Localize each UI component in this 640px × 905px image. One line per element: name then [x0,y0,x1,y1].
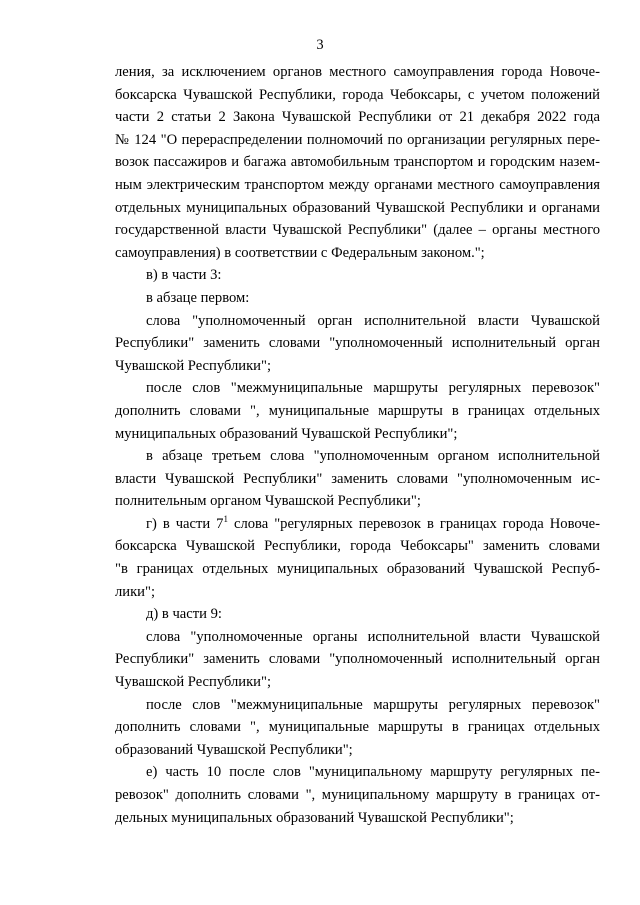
text-line: в абзаце первом: [146,289,250,306]
text-line [115,513,600,536]
line-text-start: г) в части 7 [146,515,224,532]
text-line: части 2 статьи 2 Закона Чувашской Республики от 21 декабря 2022 года [115,109,600,126]
text-line: "в границах отдельных муниципальных образований Чувашской Респуб- [115,561,600,578]
text-line: боксарска Чувашской Республики, города Чебоксары" заменить словами [115,538,600,555]
page-number: 3 [316,37,324,53]
text-line: государственной власти Чувашской Республики" (далее – органы местного [115,222,600,239]
text-line: лики"; [115,583,156,600]
text-line: самоуправления) в соответствии с Федеральным законом."; [115,244,485,261]
text-line: е) часть 10 после слов "муниципальному маршруту регулярных пе- [146,764,600,781]
text-line: Республики" заменить словами "уполномоченный исполнительный орган [115,651,600,668]
text-line: Чувашской Республики"; [115,357,271,374]
text-line: после слов "межмуниципальные маршруты регулярных перевозок" [146,696,600,713]
text-line: Чувашской Республики"; [115,674,271,691]
text-line: в абзаце третьем слова "уполномоченным органом исполнительной [146,448,600,465]
text-line: дополнить словами ", муниципальные маршруты в границах отдельных [115,719,600,736]
line-text-end: слова "регулярных перевозок в границах города Новоче- [227,515,600,532]
text-line: слова "уполномоченный орган исполнительной власти Чувашской [146,312,600,329]
text-line: муниципальных образований Чувашской Республики"; [115,425,458,442]
text-line: возок пассажиров и багажа автомобильным транспортом и городским назем- [115,154,600,171]
text-line: д) в части 9: [146,606,222,623]
text-line: образований Чувашской Республики"; [115,741,353,758]
text-line: слова "уполномоченные органы исполнительной власти Чувашской [146,628,600,645]
text-line: дельных муниципальных образований Чувашской Республики"; [115,809,514,826]
text-line: после слов "межмуниципальные маршруты регулярных перевозок" [146,380,600,397]
text-line: полнительным органом Чувашской Республики"; [115,493,421,510]
text-line: № 124 "О перераспределении полномочий по организации регулярных пере- [115,131,600,148]
text-line: отдельных муниципальных образований Чувашской Республики и органами [115,199,600,216]
text-line: Республики" заменить словами "уполномоченный исполнительный орган [115,335,600,352]
text-line: боксарска Чувашской Республики, города Чебоксары, с учетом положений [115,86,600,103]
document-body [115,61,600,829]
text-line: власти Чувашской Республики" заменить словами "уполномоченным ис- [115,470,600,487]
text-line: дополнить словами ", муниципальные маршруты в границах отдельных [115,402,600,419]
text-line: ревозок" дополнить словами ", муниципальному маршруту в границах от- [115,787,600,803]
text-line: в) в части 3: [146,267,222,284]
text-line: ления, за исключением органов местного самоуправления города Новоче- [115,64,600,80]
text-line: ным электрическим транспортом между органами местного самоуправления [115,176,600,193]
superscript: 1 [223,513,228,524]
